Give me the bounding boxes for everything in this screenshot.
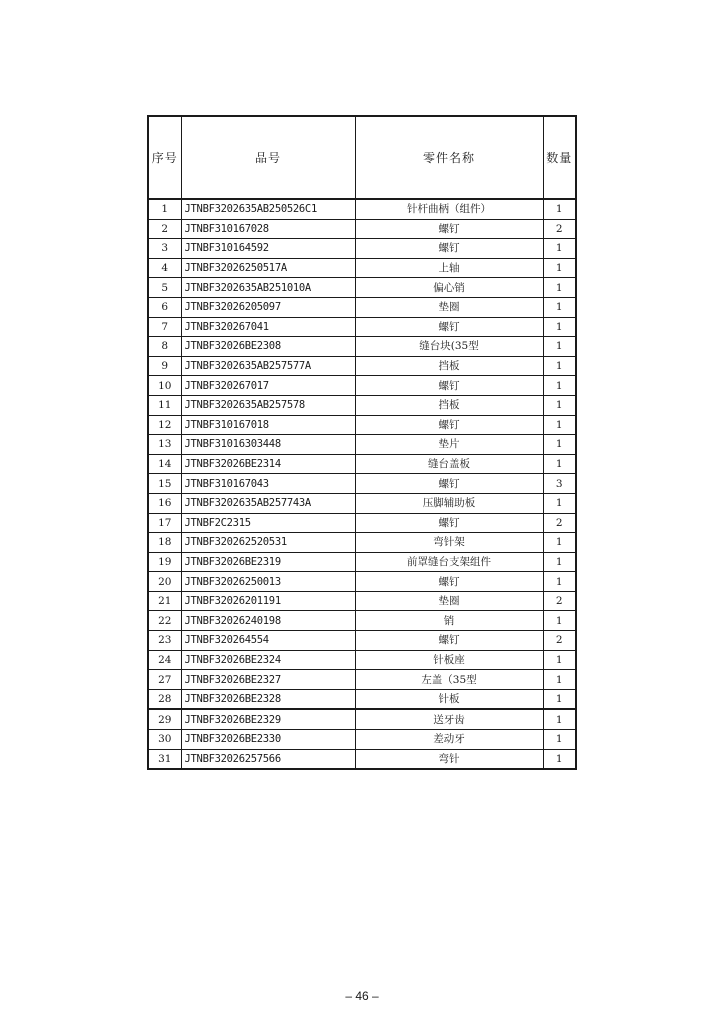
table-row [148, 297, 576, 317]
cell-part-name: 偏心销 [355, 278, 543, 298]
cell-quantity: 2 [543, 219, 576, 239]
cell-part-number: JTNBF32026250517A [181, 258, 355, 278]
cell-part-number: JTNBF310167043 [181, 474, 355, 494]
table-row [148, 199, 576, 219]
cell-quantity: 1 [543, 749, 576, 769]
table-row [148, 709, 576, 729]
cell-part-name: 螺钉 [355, 317, 543, 337]
cell-no: 10 [148, 376, 181, 396]
cell-part-name: 针杆曲柄（组件） [355, 199, 543, 219]
cell-part-number: JTNBF320262520531 [181, 533, 355, 553]
cell-part-number: JTNBF32026BE2330 [181, 730, 355, 750]
cell-no: 20 [148, 572, 181, 592]
cell-part-name: 螺钉 [355, 239, 543, 259]
table-row [148, 317, 576, 337]
header-quantity: 数量 [543, 116, 576, 199]
cell-part-number: JTNBF320267017 [181, 376, 355, 396]
cell-part-name: 上轴 [355, 258, 543, 278]
cell-quantity: 2 [543, 591, 576, 611]
cell-no: 2 [148, 219, 181, 239]
cell-part-name: 挡板 [355, 356, 543, 376]
cell-quantity: 1 [543, 356, 576, 376]
cell-no: 6 [148, 297, 181, 317]
cell-quantity: 1 [543, 297, 576, 317]
table-row [148, 749, 576, 769]
cell-part-number: JTNBF310167028 [181, 219, 355, 239]
table-row [148, 650, 576, 670]
cell-quantity: 1 [543, 454, 576, 474]
header-part-number: 品号 [181, 116, 355, 199]
cell-quantity: 1 [543, 239, 576, 259]
cell-part-name: 弯针 [355, 749, 543, 769]
cell-no: 27 [148, 670, 181, 690]
cell-part-number: JTNBF3202635AB250526C1 [181, 199, 355, 219]
cell-quantity: 1 [543, 317, 576, 337]
cell-no: 12 [148, 415, 181, 435]
table-row [148, 730, 576, 750]
cell-part-name: 差动牙 [355, 730, 543, 750]
cell-part-number: JTNBF3202635AB257743A [181, 493, 355, 513]
cell-part-number: JTNBF32026201191 [181, 591, 355, 611]
table-body [148, 199, 576, 769]
cell-quantity: 1 [543, 278, 576, 298]
header-no: 序号 [148, 116, 181, 199]
cell-no: 29 [148, 709, 181, 729]
cell-part-number: JTNBF32026BE2319 [181, 552, 355, 572]
table-row [148, 356, 576, 376]
cell-part-number: JTNBF32026BE2308 [181, 337, 355, 357]
cell-no: 8 [148, 337, 181, 357]
cell-part-name: 缝台块(35型 [355, 337, 543, 357]
cell-quantity: 3 [543, 474, 576, 494]
cell-quantity: 1 [543, 376, 576, 396]
cell-part-number: JTNBF32026BE2328 [181, 689, 355, 709]
cell-part-number: JTNBF320267041 [181, 317, 355, 337]
cell-part-name: 针板 [355, 689, 543, 709]
cell-part-name: 垫圈 [355, 297, 543, 317]
cell-no: 14 [148, 454, 181, 474]
cell-quantity: 1 [543, 670, 576, 690]
cell-quantity: 2 [543, 631, 576, 651]
cell-part-number: JTNBF32026240198 [181, 611, 355, 631]
cell-no: 1 [148, 199, 181, 219]
cell-part-name: 垫圈 [355, 591, 543, 611]
cell-no: 18 [148, 533, 181, 553]
cell-quantity: 2 [543, 513, 576, 533]
cell-no: 19 [148, 552, 181, 572]
table-header-row [148, 116, 576, 199]
cell-quantity: 1 [543, 493, 576, 513]
cell-quantity: 1 [543, 415, 576, 435]
cell-part-number: JTNBF3202635AB251010A [181, 278, 355, 298]
cell-quantity: 1 [543, 730, 576, 750]
header-part-name: 零件名称 [355, 116, 543, 199]
cell-part-number: JTNBF32026205097 [181, 297, 355, 317]
cell-quantity: 1 [543, 709, 576, 729]
cell-no: 23 [148, 631, 181, 651]
cell-no: 13 [148, 435, 181, 455]
parts-table-container [147, 115, 575, 770]
table-row [148, 474, 576, 494]
table-row [148, 395, 576, 415]
table-row [148, 493, 576, 513]
cell-part-name: 压脚辅助板 [355, 493, 543, 513]
cell-part-number: JTNBF32026BE2329 [181, 709, 355, 729]
table-row [148, 670, 576, 690]
cell-no: 5 [148, 278, 181, 298]
table-row [148, 513, 576, 533]
cell-quantity: 1 [543, 199, 576, 219]
cell-part-name: 左盖（35型 [355, 670, 543, 690]
cell-no: 28 [148, 689, 181, 709]
cell-no: 9 [148, 356, 181, 376]
cell-part-number: JTNBF32026BE2324 [181, 650, 355, 670]
cell-quantity: 1 [543, 552, 576, 572]
cell-part-name: 螺钉 [355, 572, 543, 592]
cell-no: 31 [148, 749, 181, 769]
cell-part-number: JTNBF32026250013 [181, 572, 355, 592]
cell-no: 4 [148, 258, 181, 278]
table-row [148, 376, 576, 396]
cell-part-number: JTNBF3202635AB257577A [181, 356, 355, 376]
table-row [148, 239, 576, 259]
table-row [148, 611, 576, 631]
cell-quantity: 1 [543, 395, 576, 415]
cell-no: 17 [148, 513, 181, 533]
cell-part-name: 前罩缝台支架组件 [355, 552, 543, 572]
cell-part-number: JTNBF31016303448 [181, 435, 355, 455]
cell-no: 11 [148, 395, 181, 415]
table-row [148, 552, 576, 572]
cell-quantity: 1 [543, 337, 576, 357]
cell-part-number: JTNBF320264554 [181, 631, 355, 651]
table-row [148, 454, 576, 474]
table-row [148, 689, 576, 709]
cell-quantity: 1 [543, 572, 576, 592]
cell-part-number: JTNBF32026257566 [181, 749, 355, 769]
cell-part-name: 销 [355, 611, 543, 631]
cell-no: 22 [148, 611, 181, 631]
cell-quantity: 1 [543, 650, 576, 670]
cell-no: 16 [148, 493, 181, 513]
table-row [148, 258, 576, 278]
cell-part-name: 螺钉 [355, 631, 543, 651]
table-row [148, 219, 576, 239]
cell-part-name: 缝台盖板 [355, 454, 543, 474]
cell-part-name: 挡板 [355, 395, 543, 415]
cell-part-name: 螺钉 [355, 376, 543, 396]
cell-quantity: 1 [543, 258, 576, 278]
table-row [148, 337, 576, 357]
page-number: – 46 – [345, 989, 379, 1003]
cell-quantity: 1 [543, 611, 576, 631]
table-row [148, 415, 576, 435]
cell-part-number: JTNBF32026BE2314 [181, 454, 355, 474]
table-row [148, 591, 576, 611]
cell-part-name: 针板座 [355, 650, 543, 670]
cell-no: 21 [148, 591, 181, 611]
cell-part-number: JTNBF310164592 [181, 239, 355, 259]
cell-part-number: JTNBF3202635AB257578 [181, 395, 355, 415]
cell-quantity: 1 [543, 435, 576, 455]
cell-no: 7 [148, 317, 181, 337]
cell-part-name: 送牙齿 [355, 709, 543, 729]
cell-part-number: JTNBF310167018 [181, 415, 355, 435]
cell-part-name: 垫片 [355, 435, 543, 455]
cell-no: 3 [148, 239, 181, 259]
cell-quantity: 1 [543, 689, 576, 709]
table-row [148, 435, 576, 455]
cell-part-name: 螺钉 [355, 513, 543, 533]
table-row [148, 533, 576, 553]
cell-part-name: 螺钉 [355, 219, 543, 239]
cell-no: 15 [148, 474, 181, 494]
cell-part-number: JTNBF32026BE2327 [181, 670, 355, 690]
cell-no: 24 [148, 650, 181, 670]
cell-no: 30 [148, 730, 181, 750]
table-row [148, 572, 576, 592]
table-row [148, 278, 576, 298]
parts-table [147, 115, 577, 770]
cell-quantity: 1 [543, 533, 576, 553]
cell-part-name: 螺钉 [355, 415, 543, 435]
cell-part-number: JTNBF2C2315 [181, 513, 355, 533]
table-row [148, 631, 576, 651]
cell-part-name: 弯针架 [355, 533, 543, 553]
cell-part-name: 螺钉 [355, 474, 543, 494]
